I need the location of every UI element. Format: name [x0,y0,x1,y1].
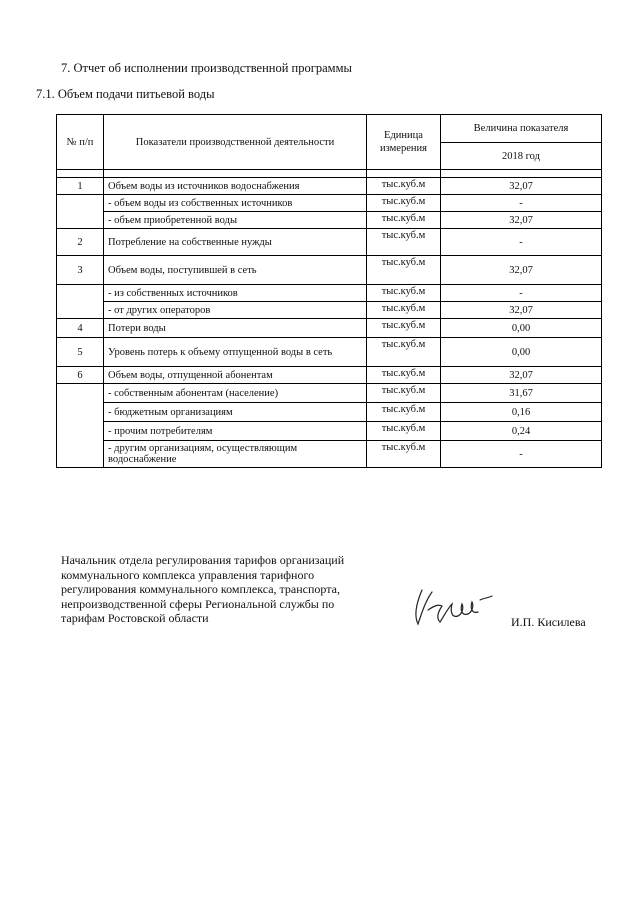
row-value: 0,00 [441,338,602,367]
header-unit: Единица измерения [367,115,441,170]
row-num: 5 [57,338,104,367]
header-value: Величина показателя [441,115,602,143]
row-name: - от других операторов [104,302,367,319]
row-unit: тыс.куб.м [367,302,441,319]
section-heading: 7. Отчет об исполнении производственной программы [61,61,352,75]
row-unit: тыс.куб.м [367,256,441,285]
table-row [57,285,602,302]
row-name: - объем приобретенной воды [104,212,367,229]
row-value: 32,07 [441,367,602,384]
row-value: 32,07 [441,302,602,319]
row-unit: тыс.куб.м [367,384,441,403]
row-num: 4 [57,319,104,338]
row-unit: тыс.куб.м [367,441,441,468]
row-name: Потребление на собственные нужды [104,229,367,256]
row-num [57,195,104,229]
signer-name: И.П. Кисилева [511,615,586,629]
water-supply-table [56,114,602,468]
row-num: 3 [57,256,104,285]
position-line: коммунального комплекса управления тарифного [61,567,315,582]
row-name: - собственным абонентам (население) [104,384,367,403]
row-name: Объем воды, поступившей в сеть [104,256,367,285]
row-unit: тыс.куб.м [367,195,441,212]
row-name: Потери воды [104,319,367,338]
row-unit: тыс.куб.м [367,178,441,195]
row-name: - объем воды из собственных источников [104,195,367,212]
row-value: - [441,195,602,212]
table-row [57,178,602,195]
row-value: 0,16 [441,403,602,422]
row-num: 1 [57,178,104,195]
table-row [57,338,602,367]
header-year: 2018 год [441,143,602,170]
table-row [57,441,602,468]
row-value: - [441,285,602,302]
row-unit: тыс.куб.м [367,367,441,384]
row-name: Объем воды из источников водоснабжения [104,178,367,195]
row-value: - [441,441,602,468]
header-indicator: Показатели производственной деятельности [104,115,367,170]
row-name: Объем воды, отпущенной абонентам [104,367,367,384]
row-value: 32,07 [441,212,602,229]
row-name: - бюджетным организациям [104,403,367,422]
row-unit: тыс.куб.м [367,285,441,302]
row-value: 0,00 [441,319,602,338]
row-value: 31,67 [441,384,602,403]
row-value: - [441,229,602,256]
row-unit: тыс.куб.м [367,319,441,338]
table-row [57,367,602,384]
position-line: тарифам Ростовской области [61,611,209,625]
row-num [57,384,104,468]
row-value: 32,07 [441,256,602,285]
row-num [57,285,104,319]
position-line: Начальник отдела регулирования тарифов организаций [61,553,345,567]
signatory-position [61,553,381,626]
row-num: 6 [57,367,104,384]
table-row [57,256,602,285]
subsection-heading: 7.1. Объем подачи питьевой воды [36,87,215,101]
row-unit: тыс.куб.м [367,403,441,422]
row-num: 2 [57,229,104,256]
position-line: непроизводственной сферы Региональной службы по [61,596,335,611]
handwritten-signature [408,582,498,632]
row-unit: тыс.куб.м [367,422,441,441]
table-row [57,422,602,441]
row-unit: тыс.куб.м [367,212,441,229]
row-name: Уровень потерь к объему отпущенной воды в сеть [104,338,367,367]
table-row [57,212,602,229]
position-line: регулирования коммунального комплекса, транспорта, [61,582,340,596]
row-name: - из собственных источников [104,285,367,302]
table-row [57,403,602,422]
row-unit: тыс.куб.м [367,229,441,256]
row-value: 32,07 [441,178,602,195]
table-row [57,384,602,403]
table-row [57,302,602,319]
header-num: № п/п [57,115,104,170]
row-name: - другим организациям, осуществляющим водоснабжение [104,441,367,468]
row-name: - прочим потребителям [104,422,367,441]
row-value: 0,24 [441,422,602,441]
table-row [57,319,602,338]
table-row [57,195,602,212]
table-row [57,229,602,256]
row-unit: тыс.куб.м [367,338,441,367]
